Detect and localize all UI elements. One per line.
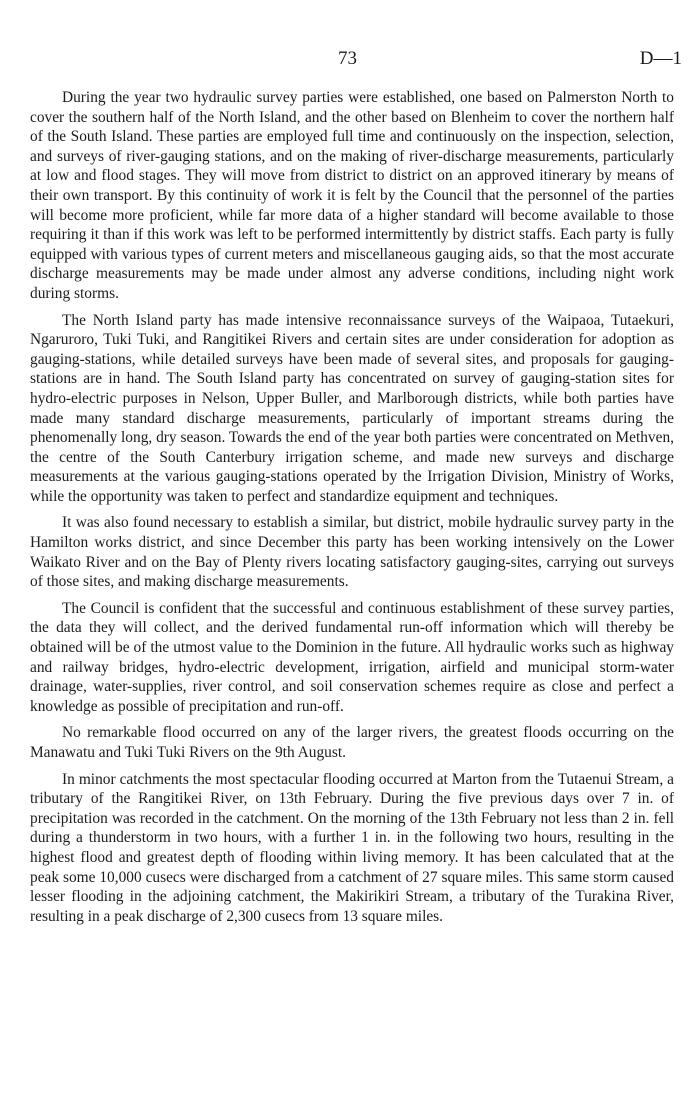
body-text [30, 88, 674, 933]
paragraph-island-parties: The North Island party has made intensive reconnaissance surveys of the Waipaoa, Tutaekuri, Ngaruroro, Tuki Tuki, and Rangitikei Rivers and certain sites are under consideration for adoption as gauging-stations, while detailed surveys have been made of several sites, and proposals for gauging-stations are in hand. The South Island party has concentrated on survey of gauging-station sites for hydro-electric purposes in Nelson, Upper Buller, and Marlborough districts, while both parties have made many standard discharge measurements, particularly of important streams during the phenomenally long, dry season. Towards the end of the year both parties were concentrated on Methven, the centre of the South Canterbury irrigation scheme, and made new surveys and discharge measurements at the various gauging-stations operated by the Irrigation Division, Ministry of Works, while the opportunity was taken to perfect and standardize equipment and techniques. [30, 311, 674, 505]
paragraph-minor-catchments: In minor catchments the most spectacular flooding occurred at Marton from the Tutaenui Stream, a tributary of the Rangitikei River, on 13th February. During the five previous days over 7 in. of precipitation was recorded in the catchment. On the morning of the 13th February not less than 2 in. fell during a thunderstorm in two hours, with a further 1 in. in the following two hours, resulting in the highest flood and greatest depth of flooding within living memory. It has been calculated that at the peak some 10,000 cusecs were discharged from a catchment of 27 square miles. This same storm caused lesser flooding in the adjoining catchment, the Makirikiri Stream, a tributary of the Turakina River, resulting in a peak discharge of 2,300 cusecs from 13 square miles. [30, 770, 674, 925]
paragraph-larger-rivers: No remarkable flood occurred on any of the larger rivers, the greatest floods occurring on the Manawatu and Tuki Tuki Rivers on the 9th August. [30, 724, 674, 761]
paragraph-council-confidence: The Council is confident that the successful and continuous establishment of these survey parties, the data they will collect, and the derived fundamental run-off information which will thereby be obtained will be of the utmost value to the Dominion in the future. All hydraulic works such as highway and railway bridges, hydro-electric development, irrigation, airfield and municipal storm-water drainage, water-supplies, river control, and soil conservation schemes require as close and perfect a knowledge as possible of precipitation and run-off. [30, 599, 674, 715]
paragraph-survey-parties: During the year two hydraulic survey parties were established, one based on Palmerston North to cover the southern half of the North Island, and the other based on Blenheim to cover the northern half of the South Island. These parties are employed full time and continuously on the inspection, selection, and surveys of river-gauging stations, and on the making of river-discharge measurements, particularly at low and flood stages. They will move from district to district on an approved itinerary by means of their own transport. By this continuity of work it is felt by the Council that the personnel of the parties will become more proficient, while far more data of a higher standard will become available to those requiring it than if this work was left to be performed intermittently by district staffs. Each party is fully equipped with various types of current meters and miscellaneous gauging aids, so that the most accurate discharge measurements may be made under almost any adverse conditions, including night work during storms. [30, 89, 674, 302]
page-header [0, 48, 700, 72]
paragraph-hamilton-party: It was also found necessary to establish a similar, but district, mobile hydraulic survey party in the Hamilton works district, and since December this party has been working intensively on the Lower Waikato River and on the Bay of Plenty rivers locating satisfactory gauging-sites, carrying out surveys of those sites, and making discharge measurements. [30, 514, 674, 591]
document-reference: D—1 [639, 48, 682, 69]
page-number: 73 [338, 48, 357, 69]
